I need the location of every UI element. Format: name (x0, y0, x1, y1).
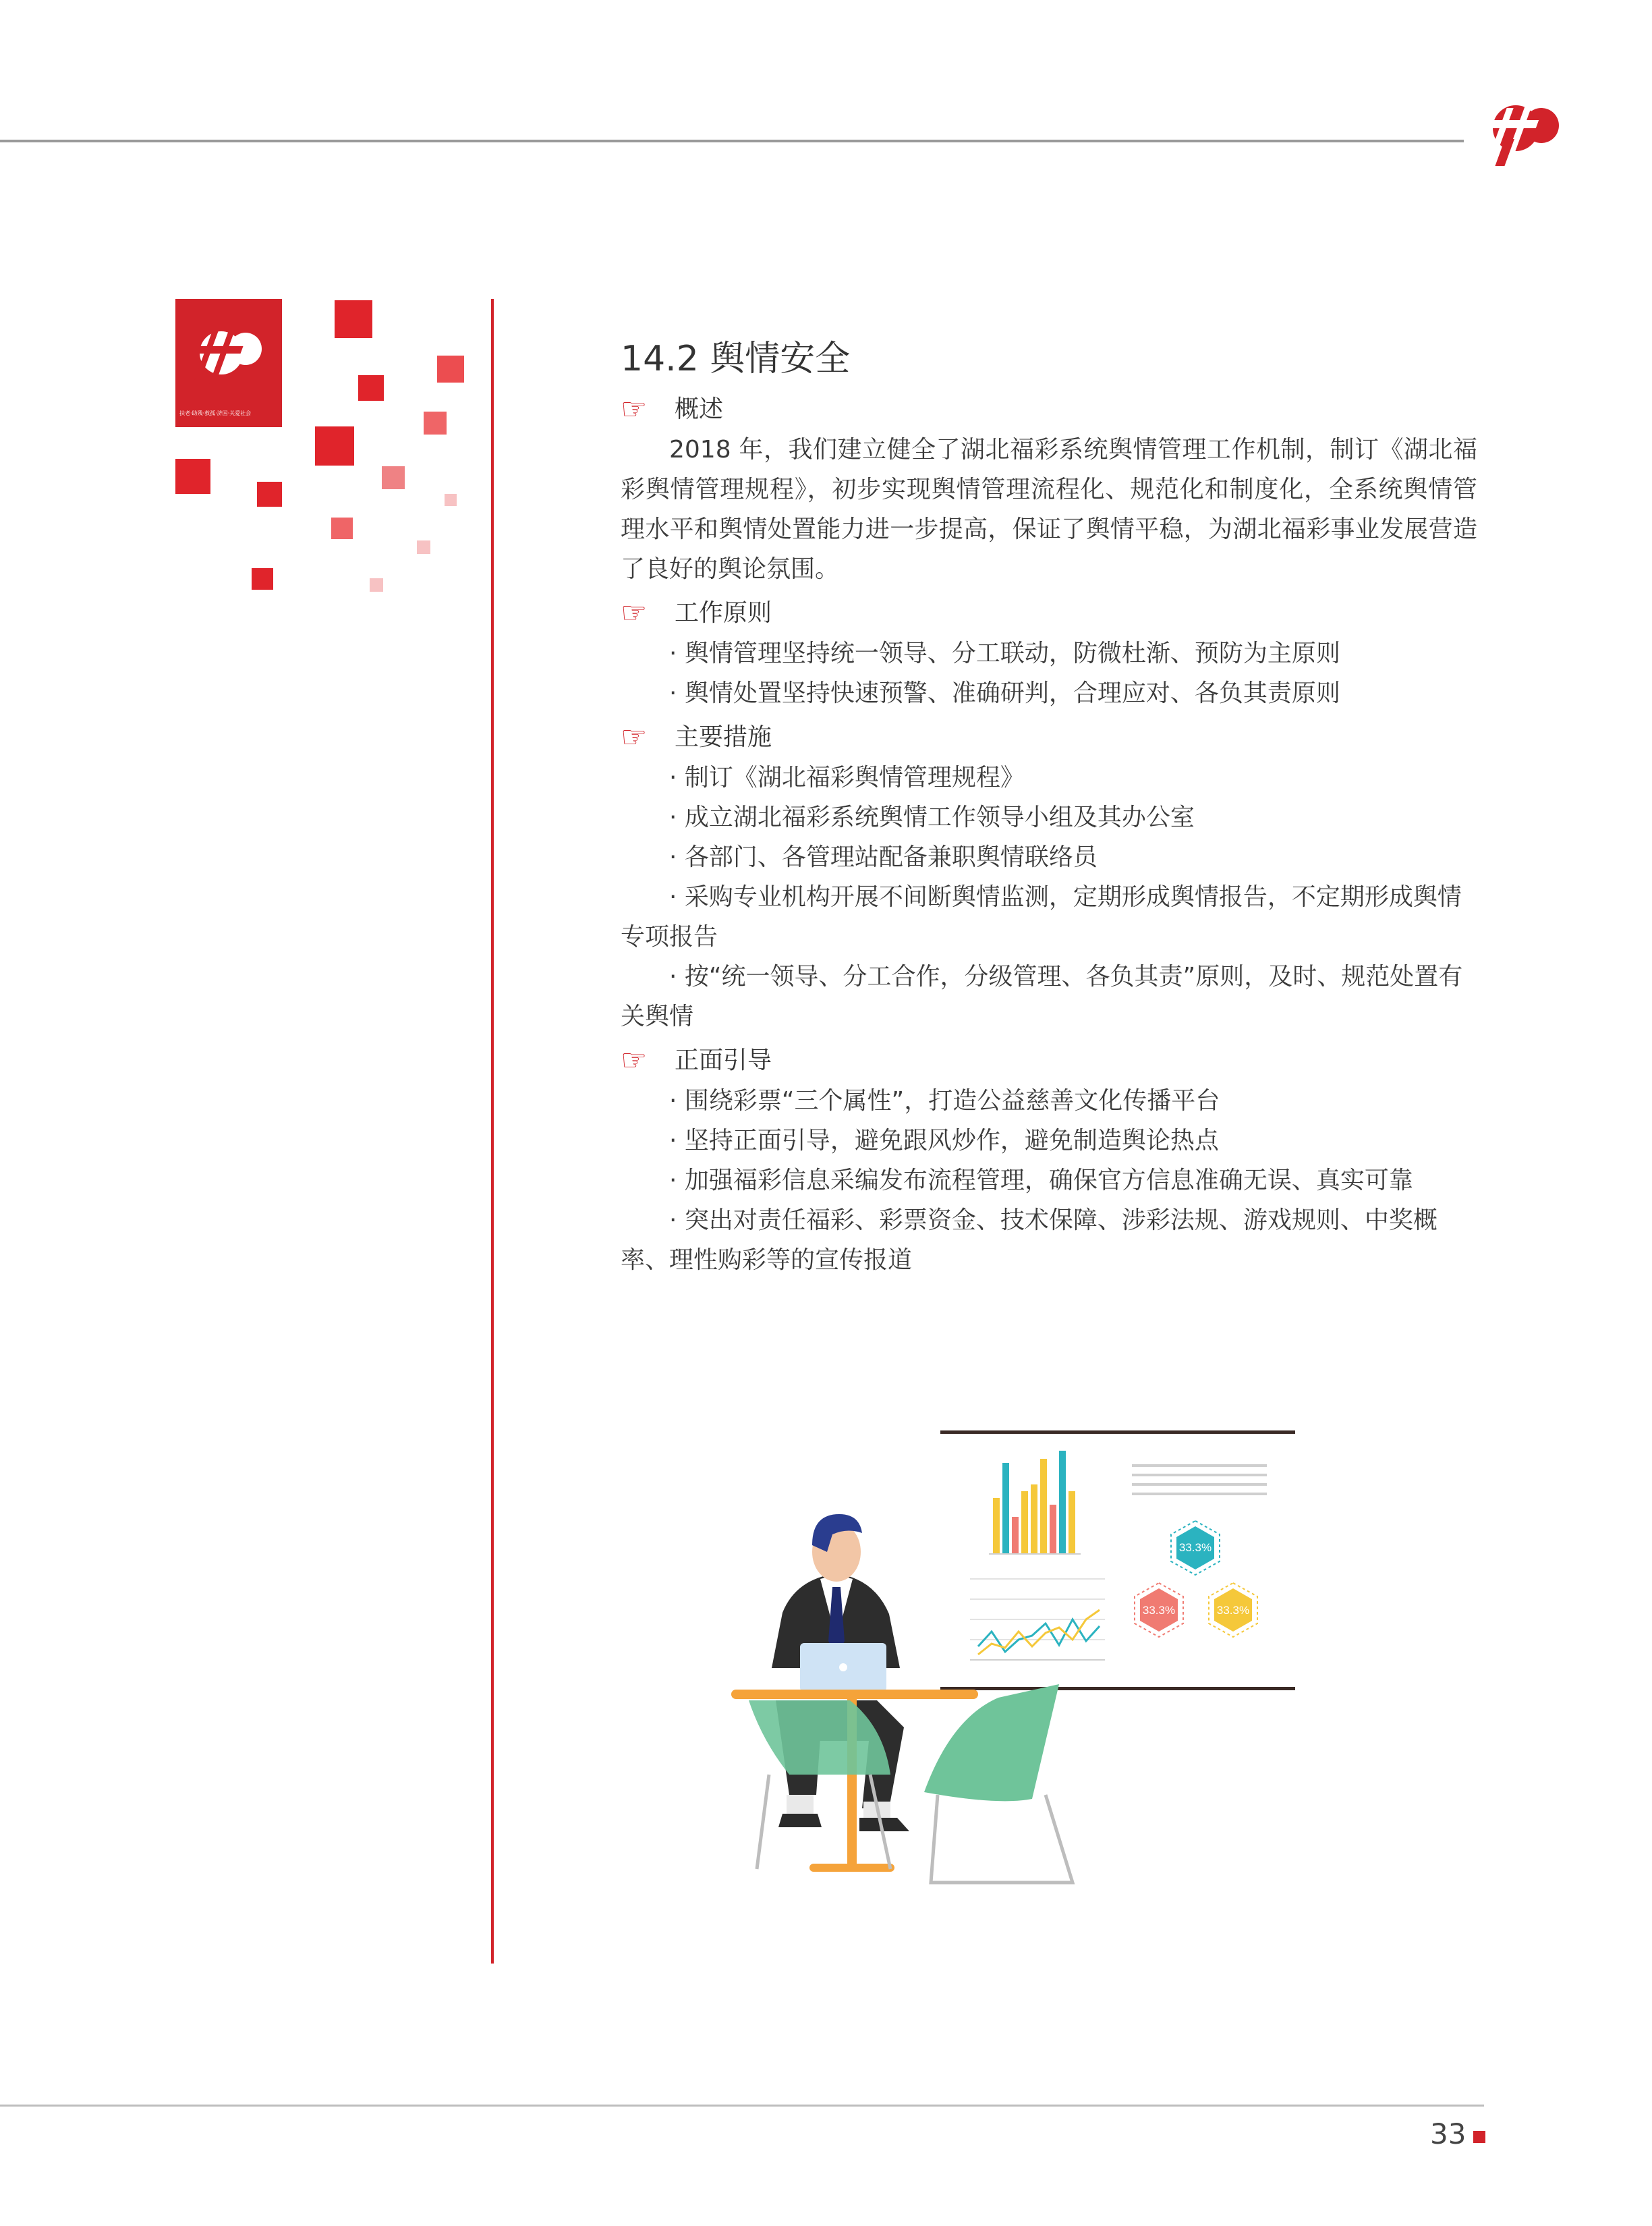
heading-overview (621, 389, 1477, 430)
page-marker-square (1473, 2131, 1485, 2143)
list-item: · 突出对责任福彩、彩票资金、技术保障、涉彩法规、游戏规则、中奖概率、理性购彩等的宣传报道 (621, 1206, 1437, 1274)
vertical-divider (491, 299, 494, 1964)
list-item: · 舆情管理坚持统一领导、分工联动，防微杜渐、预防为主原则 (669, 640, 1340, 667)
heading-guidance (621, 1040, 1477, 1081)
deco-square (382, 466, 405, 489)
pointing-hand-icon: ☞ (621, 596, 648, 630)
brand-slogan: 扶老·助残·救孤·济困·关爱社会 (179, 410, 252, 416)
hexagon-stats-graphic (1135, 1521, 1257, 1637)
deco-square (437, 356, 464, 383)
hex-label: 33.3% (1142, 1604, 1176, 1617)
hex-label: 33.3% (1178, 1541, 1212, 1554)
deco-square (445, 494, 457, 506)
section-title: 14.2 舆情安全 (621, 339, 851, 379)
bar-chart-graphic (989, 1451, 1081, 1555)
heading-label: 概述 (675, 395, 724, 423)
list-item: · 按“统一领导、分工合作，分级管理、各负其责”原则，及时、规范处置有关舆情 (621, 963, 1463, 1030)
heading-label: 主要措施 (675, 723, 772, 751)
cwl-logo-white-icon (188, 314, 270, 393)
overview-paragraph: 2018 年，我们建立健全了湖北福彩系统舆情管理工作机制，制订《湖北福彩舆情管理规程》，初步实现舆情管理流程化、规范化和制度化，全系统舆情管理水平和舆情处置能力进一步提高，保证了舆情平稳，为湖北福彩事业发展营造了良好的舆论氛围。 (621, 436, 1477, 583)
hex-label: 33.3% (1216, 1604, 1250, 1617)
page-number: 33 (1430, 2117, 1466, 2150)
list-item: · 采购专业机构开展不间断舆情监测，定期形成舆情报告，不定期形成舆情专项报告 (621, 883, 1462, 951)
deco-square (252, 568, 273, 590)
deco-square (175, 459, 210, 494)
list-item: · 围绕彩票“三个属性”，打造公益慈善文化传播平台 (669, 1087, 1220, 1115)
line-chart-graphic (970, 1572, 1105, 1673)
businessman-presentation-illustration (668, 1417, 1315, 1919)
deco-square (417, 540, 430, 554)
footer-rule (0, 2105, 1484, 2107)
section-content (621, 334, 1477, 1280)
list-item: · 加强福彩信息采编发布流程管理，确保官方信息准确无误、真实可靠 (669, 1167, 1413, 1194)
deco-square (358, 375, 384, 401)
heading-label: 正面引导 (675, 1047, 772, 1074)
cwl-logo-icon (1474, 94, 1568, 169)
deco-square (424, 412, 447, 435)
deco-square (331, 518, 353, 539)
deco-square (335, 300, 372, 338)
list-item: · 舆情处置坚持快速预警、准确研判，合理应对、各负其责原则 (669, 679, 1340, 707)
pointing-hand-icon: ☞ (621, 392, 648, 426)
pointing-hand-icon: ☞ (621, 720, 648, 754)
pointing-hand-icon: ☞ (621, 1043, 648, 1078)
list-item: · 成立湖北福彩系统舆情工作领导小组及其办公室 (669, 804, 1195, 831)
deco-square (315, 426, 354, 466)
list-item: · 制订《湖北福彩舆情管理规程》 (669, 764, 1025, 791)
list-item: · 各部门、各管理站配备兼职舆情联络员 (669, 843, 1098, 871)
heading-principles (621, 593, 1477, 634)
deco-square (370, 578, 383, 592)
list-item: · 坚持正面引导，避免跟风炒作，避免制造舆论热点 (669, 1127, 1219, 1154)
heading-measures (621, 717, 1477, 758)
header-rule (0, 140, 1464, 142)
brand-logo-box (175, 299, 282, 427)
heading-label: 工作原则 (675, 599, 772, 627)
deco-square (257, 482, 282, 507)
